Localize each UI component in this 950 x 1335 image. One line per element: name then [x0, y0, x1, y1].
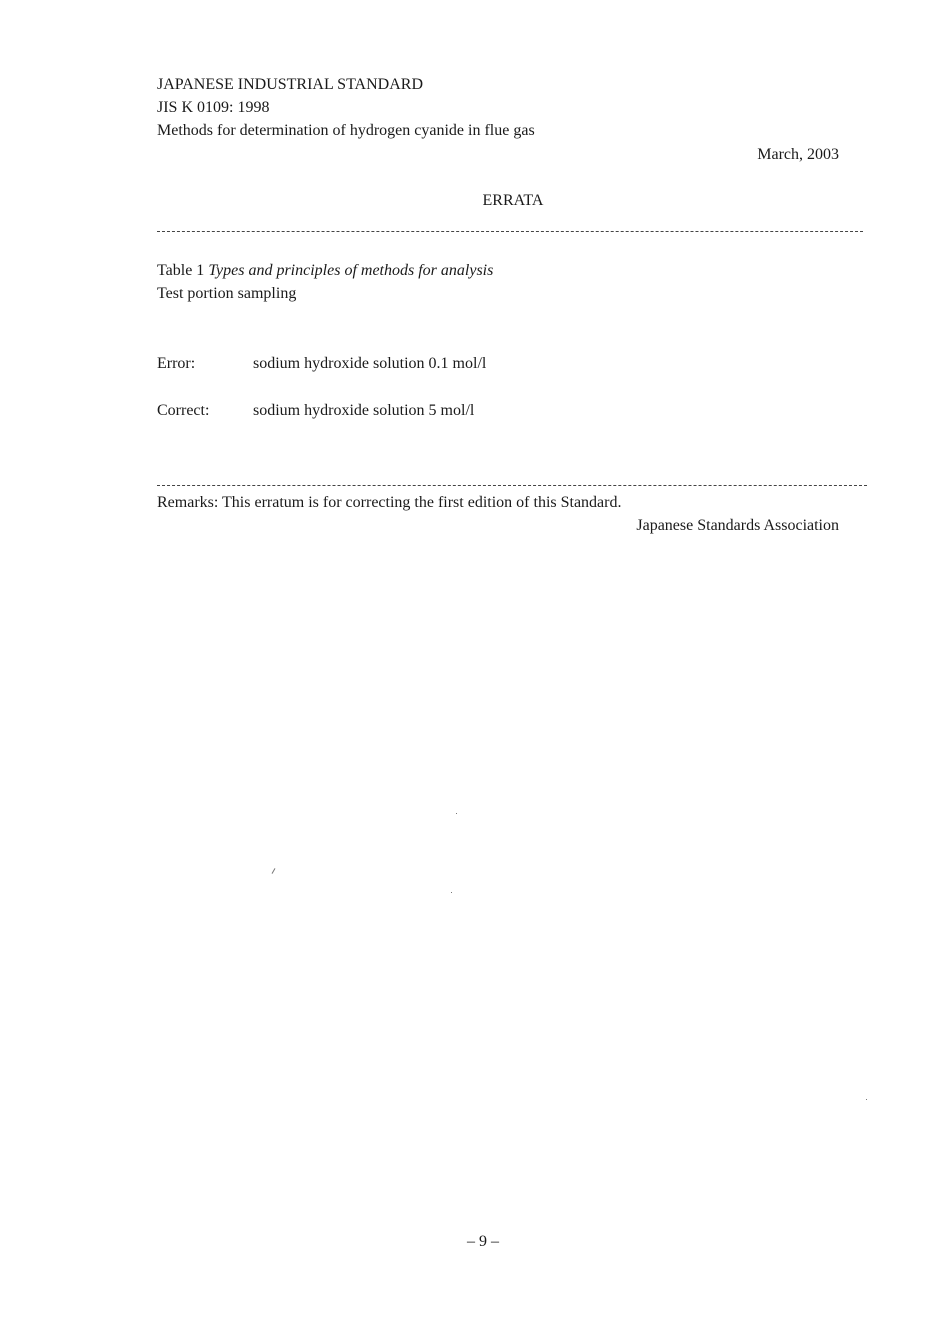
error-text: sodium hydroxide solution 0.1 mol/l	[253, 355, 487, 372]
standard-title: Methods for determination of hydrogen cyanide in flue gas	[157, 122, 535, 139]
publisher-name: Japanese Standards Association	[636, 517, 839, 534]
error-label: Error:	[157, 355, 196, 372]
scan-speck	[866, 1099, 867, 1100]
scan-speck	[451, 892, 452, 893]
correct-text: sodium hydroxide solution 5 mol/l	[253, 402, 475, 419]
error-row	[157, 354, 486, 374]
standard-number: JIS K 0109: 1998	[157, 99, 270, 116]
errata-title: ERRATA	[482, 192, 544, 209]
scan-speck	[456, 813, 457, 814]
remarks-text: Remarks: This erratum is for correcting the first edition of this Standard.	[157, 494, 622, 511]
bottom-divider	[157, 485, 867, 486]
table-prefix: Table 1	[157, 262, 209, 279]
correct-row	[157, 401, 474, 421]
top-divider	[157, 231, 863, 232]
table-caption: Types and principles of methods for analysis	[208, 262, 494, 279]
table-reference	[157, 261, 493, 281]
standard-type: JAPANESE INDUSTRIAL STANDARD	[157, 76, 423, 93]
correct-label: Correct:	[157, 402, 210, 419]
errata-date: March, 2003	[757, 146, 839, 163]
page-number: – 9 –	[467, 1233, 499, 1250]
scan-speck	[272, 868, 276, 874]
subsection-title: Test portion sampling	[157, 285, 297, 302]
